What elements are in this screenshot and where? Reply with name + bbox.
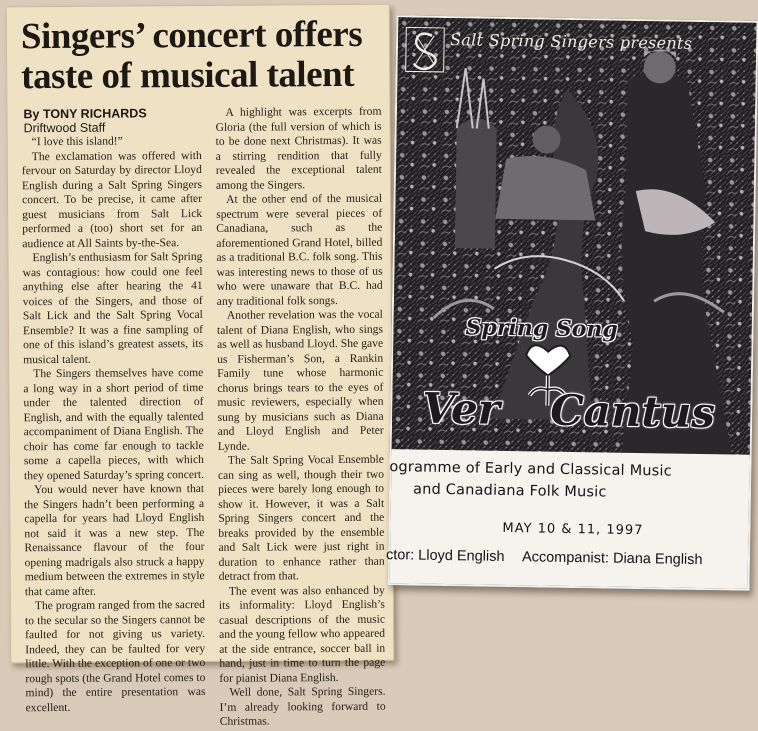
director-credit: ctor: Lloyd English — [385, 547, 505, 565]
presents-line: Salt Spring Singers presents — [449, 30, 693, 53]
programme-info-band — [385, 449, 750, 589]
spring-song-title: Spring Song — [465, 314, 618, 343]
newspaper-clipping — [6, 4, 395, 728]
paragraph: The exclamation was offered with fervour on Saturday by director Lloyd English during a Salt Spring Singers concert. To be precise, it came after guest musicians from Salt Lick performed a (too) short set for an audience at All Saints by-the-Sea. — [21, 148, 203, 250]
paragraph: A highlight was excerpts from Gloria (the full version of which is to be done next Christmas). It was a stirring rendition that fully revealed the exceptional talent among the Singers. — [215, 104, 382, 192]
title-ver: Ver — [421, 383, 501, 434]
paragraph: The event was also enhanced by its informality: Lloyd English’s casual descriptions of the music and the young fellow who appeared at the side entrance, soccer ball in hand, just in time to turn the page for pianist Diana English. — [218, 583, 386, 685]
paragraph: “I love this island!” — [31, 134, 123, 149]
title-cantus: Cantus — [549, 385, 716, 438]
concert-dates: MAY 10 & 11, 1997 — [502, 520, 644, 539]
accompanist-credit: Accompanist: Diana English — [521, 549, 703, 569]
paragraph: Well done, Salt Spring Singers. I’m already looking forward to Christmas. — [219, 684, 386, 728]
paragraph: The Salt Spring Vocal Ensemble can sing as well, though their two pieces were barely long enough to show it. However, it was a Salt Spring Singers concert and the breaks provided by the ensemble and Salt Lick were just right in duration to enhance rather than detract from that. — [217, 452, 385, 583]
paragraph: The Singers themselves have come a long way in a short period of time under the talented direction of English, and with the equally talented accompaniment of Diana English. The choir has come far enough to tackle some a capella pieces, with which they opened Saturday’s spring concert. — [23, 365, 205, 482]
article-byline: By TONY RICHARDS — [23, 106, 147, 122]
concert-programme — [385, 15, 758, 591]
article-column-2 — [215, 105, 385, 730]
paragraph: You would never have known that the Singers hadn’t been performing a capella for years had Lloyd English not said it was a new step. The Renaissance flavour of the four opening madrigals also struck a happy medium between the extremes in style that came after. — [24, 481, 205, 598]
paragraph: English’s enthusiasm for Salt Spring was contagious: how could one feel anything else after hearing the 41 voices of the Singers, and those of Salt Lick and the Salt Spring Vocal Ensemble? It was a fine sampling of one of this island’s greatest assets, its musical talent. — [22, 249, 204, 366]
article-headline: Singers’ concert offers taste of musical talent — [20, 13, 363, 98]
programme-description-line-2: and Canadiana Folk Music — [412, 481, 607, 501]
programme-description-line-1: ogramme of Early and Classical Music — [389, 459, 673, 480]
article-staff-line: Driftwood Staff — [23, 120, 106, 136]
paragraph: Another revelation was the vocal talent of Diana English, who sings as well as husband Lloyd. She gave us Fisherman’s Son, a Rankin Family tune whose harmonic chorus brings tears to the eyes of music reviewers, especially when sung by musicians such as Diana and Lloyd English and Peter Lynde. — [216, 307, 384, 453]
paragraph: The program ranged from the sacred to the secular so the Singers cannot be faulted for not giving us variety. Indeed, they can be faulted for very little. With the exception of one or two rough spots (the Grand Hotel comes to mind) the entire presentation was excellent. — [24, 597, 206, 714]
article-column-1 — [22, 134, 206, 715]
paragraph: At the other end of the musical spectrum were several pieces of Canadiana, such as the aforementioned Grand Hotel, billed as a traditional B.C. folk song. This was interesting news to those of us who were unaware that B.C. had any traditional folk songs. — [216, 191, 383, 308]
singers-logo-icon — [404, 25, 447, 74]
